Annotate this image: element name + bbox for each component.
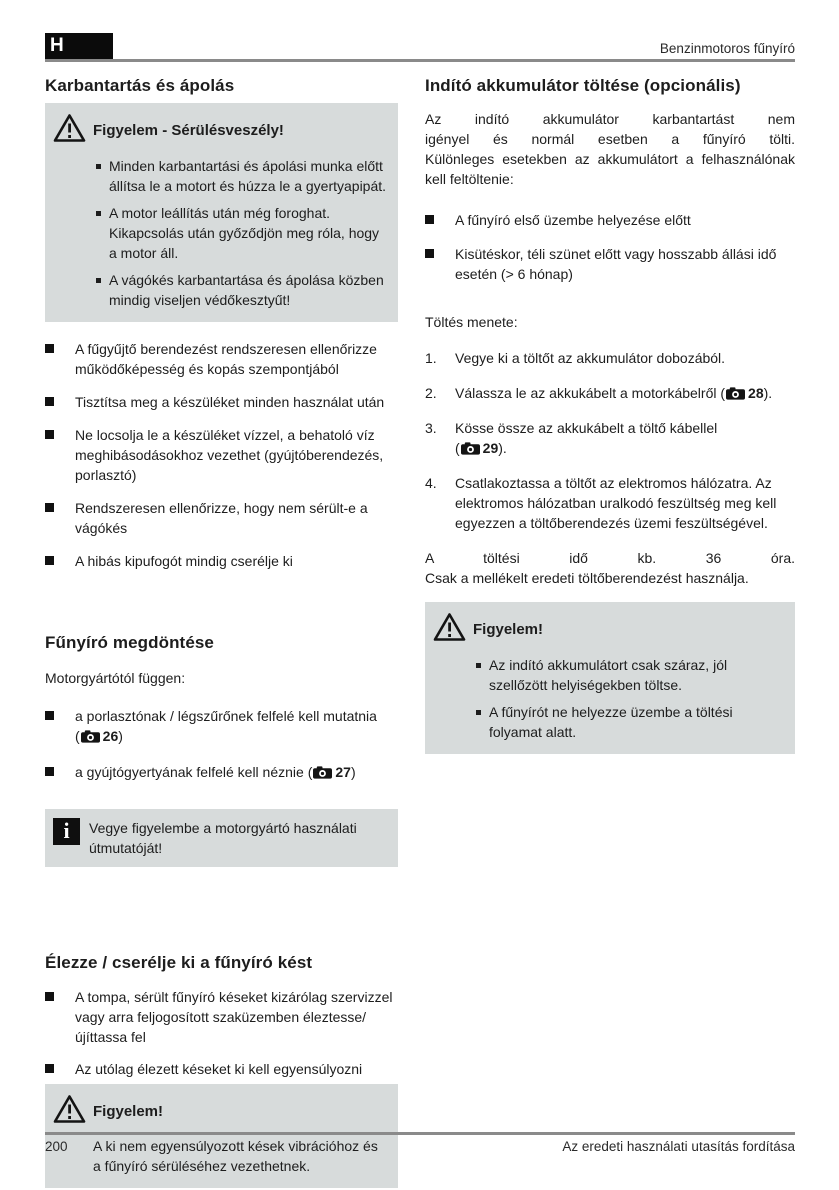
list-item (45, 706, 398, 746)
sharpen-list (45, 987, 398, 1079)
list-item: Kisütéskor, téli szünet előtt vagy hosszabb állási idő esetén (> 6 hónap) (425, 244, 795, 284)
square-bullet-icon (45, 711, 54, 720)
step-text: Kösse össze az akkukábelt a töltő kábellel (455, 420, 718, 436)
step-item: 1. Vegye ki a töltőt az akkumulátor dobozából. (425, 350, 726, 366)
section-title-tilting: Fűnyíró megdöntése (45, 633, 214, 652)
square-bullet-icon (45, 344, 54, 353)
warning-box-maintenance (45, 103, 398, 322)
page-footer (45, 1132, 795, 1154)
list-item-text: a porlasztónak / légszűrőnek felfelé kell mutatnia (75, 708, 377, 724)
footer-note: Az eredeti használati utasítás fordítása (562, 1139, 795, 1154)
list-item-text: a gyújtógyertyának felfelé kell néznie ( (75, 764, 313, 780)
warning-box-charging (425, 602, 795, 754)
maintenance-list (45, 339, 398, 571)
camera-icon (461, 442, 480, 455)
warning-triangle-icon (433, 612, 466, 647)
square-bullet-icon (45, 1064, 54, 1073)
charging-intro: Az indító akkumulátor karbantartást nem igényel és normál esetben a fűnyíró tölti. Különleges esetekben az akkumulátort a felhasználónak kell feltöltenie: (425, 111, 795, 187)
charging-conditions-list (425, 210, 795, 284)
warning-bullet: Az indító akkumulátort csak száraz, jól szellőzött helyiségekben töltse. (476, 655, 785, 695)
list-item: Ne locsolja le a készüléket vízzel, a behatoló víz meghibásodásokhoz vezethet (gyújtóberendezés, porlasztó) (45, 425, 398, 485)
step-text: Válassza le az akkukábelt a motorkábelről ( (455, 385, 726, 401)
warning-body: A ki nem egyensúlyozott kések vibrációhoz és a fűnyíró sérüléséhez vezethetnek. (93, 1138, 378, 1174)
camera-icon (81, 730, 100, 743)
figure-reference: 28 (748, 385, 764, 401)
list-item: Rendszeresen ellenőrizze, hogy nem sérült-e a vágókés (45, 498, 398, 538)
bullet-icon (476, 710, 481, 715)
warning-bullet: Minden karbantartási és ápolási munka előtt állítsa le a motort és húzza le a gyertyapipát. (96, 156, 388, 196)
square-bullet-icon (45, 430, 54, 439)
list-item: A fűgyűjtő berendezést rendszeresen ellenőrizze működőképesség és kopás szempontjából (45, 339, 398, 379)
list-item: Az utólag élezett késeket ki kell egyensúlyozni (45, 1059, 398, 1079)
step-number: 1. (425, 350, 437, 366)
info-icon: i (53, 818, 80, 845)
info-text: Vegye figyelembe a motorgyártó használati útmutatóját! (89, 820, 357, 856)
step-number: 4. (425, 475, 437, 491)
warning-bullet: A motor leállítás után még foroghat. Kikapcsolás után győződjön meg róla, hogy a motor áll. (96, 203, 388, 263)
charging-duration: A töltési idő kb. 36 óra. Csak a mellékelt eredeti töltőberendezést használja. (425, 550, 795, 586)
figure-reference: 27 (335, 764, 351, 780)
left-column (45, 76, 398, 1188)
square-bullet-icon (45, 556, 54, 565)
bullet-icon (96, 164, 101, 169)
page-header (45, 33, 795, 59)
footer-page-number: 200 (45, 1139, 68, 1154)
warning-title: Figyelem - Sérülésveszély! (93, 121, 284, 139)
tilting-intro: Motorgyártótól függen: (45, 670, 186, 686)
square-bullet-icon (45, 992, 54, 1001)
square-bullet-icon (45, 397, 54, 406)
square-bullet-icon (45, 503, 54, 512)
header-rule (45, 59, 795, 62)
camera-icon (313, 766, 332, 779)
bullet-icon (476, 663, 481, 668)
warning-triangle-icon (53, 1094, 86, 1129)
step-number: 3. (425, 420, 437, 436)
section-title-charging: Indító akkumulátor töltése (opcionális) (425, 76, 741, 95)
warning-bullet: A vágókés karbantartása és ápolása közben mindig viseljen védőkesztyűt! (96, 270, 388, 310)
list-item: A hibás kipufogót mindig cserélje ki (45, 551, 398, 571)
step-item: 2. Válassza le az akkukábelt a motorkábelről ( 28). (425, 385, 773, 401)
right-column (425, 76, 795, 1188)
warning-title: Figyelem! (93, 1102, 164, 1120)
section-title-sharpen: Élezze / cserélje ki a fűnyíró kést (45, 953, 313, 972)
warning-title: Figyelem! (473, 620, 544, 638)
figure-reference: ( 29). (455, 440, 507, 456)
square-bullet-icon (425, 249, 434, 258)
footer-rule (45, 1132, 795, 1135)
list-item: Tisztítsa meg a készüléket minden használat után (45, 392, 398, 412)
language-tab: H (45, 33, 113, 59)
section-title-maintenance: Karbantartás és ápolás (45, 76, 235, 95)
bullet-icon (96, 211, 101, 216)
step-number: 2. (425, 385, 437, 401)
step-item: 4. Csatlakoztassa a töltőt az elektromos hálózatra. Az elektromos hálózatban uralkodó feszültség meg kell egyezzen a töltőberendezés üzemi feszültségével. (425, 475, 777, 531)
tilting-list (45, 706, 398, 782)
header-product-name: Benzinmotoros fűnyíró (659, 41, 795, 56)
list-item: A tompa, sérült fűnyíró késeket kizárólag szervizzel vagy arra feljogosított szaküzemben éleztesse/ újíttassa fel (45, 987, 398, 1047)
warning-triangle-icon (53, 113, 86, 148)
steps-title: Töltés menete: (425, 314, 518, 330)
square-bullet-icon (425, 215, 434, 224)
list-item: A fűnyíró első üzembe helyezése előtt (425, 210, 795, 230)
info-box (45, 809, 398, 867)
charging-steps (425, 348, 795, 533)
list-item: a gyújtógyertyának felfelé kell néznie ( 27) (45, 762, 398, 782)
square-bullet-icon (45, 767, 54, 776)
step-item (425, 418, 795, 458)
warning-bullet: A fűnyírót ne helyezze üzembe a töltési folyamat alatt. (476, 702, 785, 742)
figure-reference: ( 26) (75, 728, 123, 744)
bullet-icon (96, 278, 101, 283)
column-gap (398, 76, 425, 1188)
camera-icon (726, 387, 745, 400)
